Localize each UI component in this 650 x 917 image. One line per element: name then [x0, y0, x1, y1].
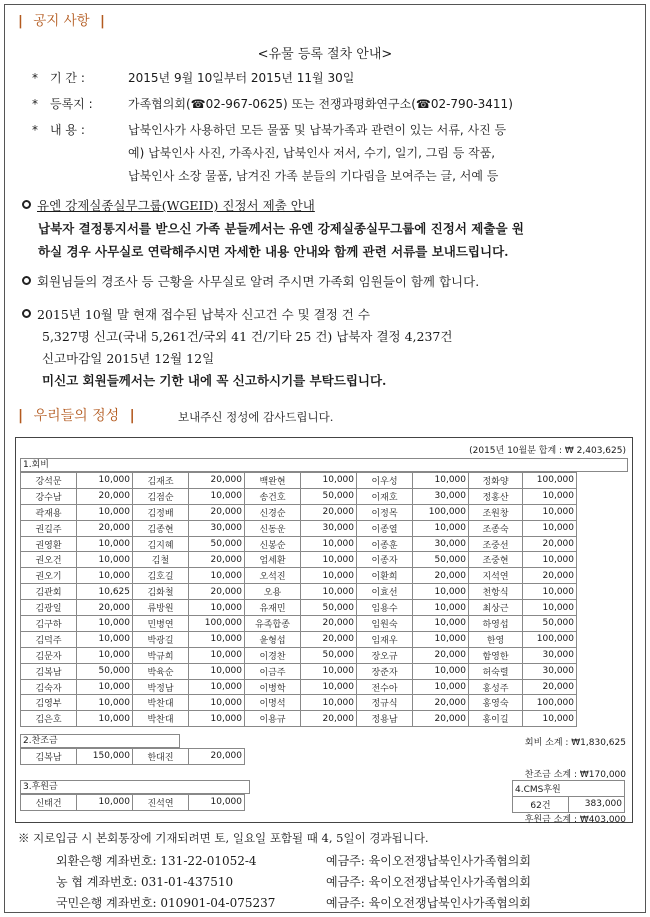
table-row — [21, 473, 577, 489]
amount-cell: 10,000 — [77, 568, 133, 584]
amount-cell: 100,000 — [413, 504, 469, 520]
member-name-cell: 홍이길 — [469, 711, 523, 727]
amount-cell: 20,000 — [301, 711, 357, 727]
member-name-cell: 박광길 — [133, 631, 189, 647]
amount-cell: 10,000 — [189, 631, 245, 647]
member-name-cell: 임용수 — [357, 600, 413, 616]
table-cell: 10,000 — [77, 795, 133, 811]
period-label: 기 간 : — [50, 71, 85, 85]
member-name-cell: 곽재용 — [21, 504, 77, 520]
member-name-cell: 이금주 — [245, 663, 301, 679]
member-name-cell: 권길주 — [21, 520, 77, 536]
amount-cell: 50,000 — [301, 647, 357, 663]
content-line-3: 납북인사 소장 물품, 남겨진 가족 분들의 기다림을 보여주는 글, 서예 등 — [128, 169, 499, 183]
amount-cell: 10,000 — [301, 679, 357, 695]
member-name-cell: 이우성 — [357, 473, 413, 489]
amount-cell: 10,625 — [77, 584, 133, 600]
cms-table — [512, 780, 625, 813]
amount-cell: 20,000 — [77, 600, 133, 616]
cms-count: 62건 — [513, 796, 569, 812]
amount-cell: 10,000 — [77, 473, 133, 489]
amount-cell: 30,000 — [189, 520, 245, 536]
amount-cell: 10,000 — [77, 552, 133, 568]
member-name-cell: 권오건 — [21, 552, 77, 568]
table-row — [21, 695, 577, 711]
table-row — [21, 647, 577, 663]
amount-cell: 50,000 — [301, 488, 357, 504]
notice-title: <유물 등록 절차 안내> — [257, 47, 393, 62]
report-line-3: 신고마감일 2015년 12월 12일 — [42, 351, 215, 366]
table-row — [21, 536, 577, 552]
place-label: 등록지 : — [50, 97, 93, 111]
amount-cell: 20,000 — [77, 488, 133, 504]
member-name-cell: 임원숙 — [357, 616, 413, 632]
amount-cell: 20,000 — [413, 711, 469, 727]
amount-cell: 10,000 — [413, 616, 469, 632]
amount-cell: 30,000 — [301, 520, 357, 536]
member-name-cell: 이종열 — [357, 520, 413, 536]
member-name-cell: 한영 — [469, 631, 523, 647]
amount-cell: 10,000 — [77, 647, 133, 663]
member-name-cell: 정규식 — [357, 695, 413, 711]
member-name-cell: 이명석 — [245, 695, 301, 711]
member-name-cell: 조종숙 — [469, 520, 523, 536]
table-row — [21, 568, 577, 584]
member-name-cell: 최상근 — [469, 600, 523, 616]
member-name-cell: 장오규 — [357, 647, 413, 663]
member-name-cell: 김구하 — [21, 616, 77, 632]
member-name-cell: 이종훈 — [357, 536, 413, 552]
member-name-cell: 김정배 — [133, 504, 189, 520]
member-name-cell: 김지혜 — [133, 536, 189, 552]
amount-cell: 10,000 — [77, 504, 133, 520]
support-table — [20, 794, 245, 811]
amount-cell: 10,000 — [77, 679, 133, 695]
amount-cell: 20,000 — [189, 552, 245, 568]
amount-cell: 10,000 — [189, 711, 245, 727]
member-name-cell: 지석연 — [469, 568, 523, 584]
member-name-cell: 홍성주 — [469, 679, 523, 695]
amount-cell: 50,000 — [413, 552, 469, 568]
amount-cell: 10,000 — [77, 695, 133, 711]
amount-cell: 20,000 — [301, 631, 357, 647]
amount-cell: 10,000 — [301, 552, 357, 568]
amount-cell: 20,000 — [523, 568, 577, 584]
place-value: 가족협의회(☎02-967-0625) 또는 전쟁과평화연구소(☎02-790-3411) — [128, 97, 513, 111]
member-name-cell: 하영섭 — [469, 616, 523, 632]
table-row — [21, 584, 577, 600]
member-name-cell: 김영부 — [21, 695, 77, 711]
member-name-cell: 이효선 — [357, 584, 413, 600]
amount-cell: 10,000 — [523, 552, 577, 568]
member-name-cell: 윤형섭 — [245, 631, 301, 647]
member-name-cell: 박찬대 — [133, 695, 189, 711]
member-name-cell: 김은호 — [21, 711, 77, 727]
member-name-cell: 김종현 — [133, 520, 189, 536]
amount-cell: 10,000 — [189, 568, 245, 584]
amount-cell: 10,000 — [301, 473, 357, 489]
member-name-cell: 권오기 — [21, 568, 77, 584]
member-name-cell: 조원창 — [469, 504, 523, 520]
table-row — [21, 795, 245, 811]
amount-cell: 10,000 — [523, 584, 577, 600]
member-name-cell: 김호길 — [133, 568, 189, 584]
support-subtotal: 후원금 소계 : ₩403,000 — [524, 815, 626, 825]
amount-cell: 30,000 — [413, 536, 469, 552]
member-name-cell: 전수아 — [357, 679, 413, 695]
amount-cell: 10,000 — [301, 695, 357, 711]
amount-cell: 10,000 — [189, 647, 245, 663]
table-row — [21, 520, 577, 536]
amount-cell: 20,000 — [301, 504, 357, 520]
member-name-cell: 박정남 — [133, 679, 189, 695]
amount-cell: 10,000 — [413, 663, 469, 679]
member-name-cell: 권영환 — [21, 536, 77, 552]
member-name-cell: 김점순 — [133, 488, 189, 504]
member-name-cell: 송건호 — [245, 488, 301, 504]
table-cell: 신태건 — [21, 795, 77, 811]
donation-total: (2015년 10월분 합계 : ₩ 2,403,625) — [469, 446, 626, 456]
member-name-cell: 엄세환 — [245, 552, 301, 568]
donation-header: | 우리들의 정성 | — [18, 408, 135, 424]
member-name-cell: 허숙렬 — [469, 663, 523, 679]
member-name-cell: 정용남 — [357, 711, 413, 727]
wgeid-line-2: 하실 경우 사무실로 연락해주시면 자세한 내용 안내와 함께 관련 서류를 보내드립니다. — [38, 244, 509, 259]
table-cell: 한대진 — [133, 749, 189, 765]
giro-note: ※ 지로입금 시 본회통장에 기재되려면 토, 일요일 포함될 때 4, 5일이 경과됩니다. — [18, 831, 429, 845]
member-name-cell: 오석진 — [245, 568, 301, 584]
amount-cell: 10,000 — [189, 600, 245, 616]
amount-cell: 100,000 — [523, 695, 577, 711]
member-name-cell: 박규희 — [133, 647, 189, 663]
amount-cell: 50,000 — [189, 536, 245, 552]
amount-cell: 10,000 — [77, 536, 133, 552]
content-label: 내 용 : — [50, 123, 85, 137]
membership-subtotal: 회비 소계 : ₩1,830,625 — [524, 738, 626, 748]
bullet-circle-icon — [22, 276, 31, 285]
amount-cell: 10,000 — [189, 695, 245, 711]
period-line: * 기 간 : 2015년 9월 10일부터 2015년 11월 30일 — [32, 71, 355, 85]
amount-cell: 10,000 — [523, 504, 577, 520]
donation-header-label: 우리들의 정성 — [33, 408, 120, 424]
amount-cell: 10,000 — [413, 520, 469, 536]
content-line-2: 예) 납북인사 사진, 가족사진, 납북인사 저서, 수기, 일기, 그림 등 작품, — [128, 146, 496, 160]
member-name-cell: 김문자 — [21, 647, 77, 663]
amount-cell: 10,000 — [413, 631, 469, 647]
amount-cell: 20,000 — [189, 473, 245, 489]
table-cell: 150,000 — [77, 749, 133, 765]
amount-cell: 10,000 — [523, 520, 577, 536]
content-line: * 내 용 : 납북인사가 사용하던 모든 물품 및 납북가족과 관련이 있는 서류, 사진 등 — [32, 123, 507, 137]
account-holder-1: 예금주: 육이오전쟁납북인사가족협의회 — [326, 854, 531, 868]
report-line-2: 5,327명 신고(국내 5,261건/국외 41 건/기타 25 건) 납북자 결정 4,237건 — [42, 329, 453, 344]
amount-cell: 10,000 — [301, 584, 357, 600]
amount-cell: 10,000 — [413, 473, 469, 489]
member-name-cell: 박육순 — [133, 663, 189, 679]
member-name-cell: 이정목 — [357, 504, 413, 520]
table-row — [21, 552, 577, 568]
member-name-cell: 김덕주 — [21, 631, 77, 647]
member-name-cell: 이종자 — [357, 552, 413, 568]
amount-cell: 20,000 — [189, 504, 245, 520]
content-line-1: 납북인사가 사용하던 모든 물품 및 납북가족과 관련이 있는 서류, 사진 등 — [128, 123, 507, 137]
table-row — [21, 488, 577, 504]
amount-cell: 20,000 — [523, 679, 577, 695]
amount-cell: 10,000 — [301, 568, 357, 584]
member-name-cell: 임재우 — [357, 631, 413, 647]
amount-cell: 10,000 — [413, 600, 469, 616]
member-name-cell: 오용 — [245, 584, 301, 600]
table-row — [21, 504, 577, 520]
amount-cell: 20,000 — [413, 647, 469, 663]
amount-cell: 10,000 — [523, 488, 577, 504]
member-name-cell: 김관회 — [21, 584, 77, 600]
notice-header-label: 공지 사항 — [33, 13, 90, 29]
member-name-cell: 김광일 — [21, 600, 77, 616]
amount-cell: 50,000 — [301, 600, 357, 616]
events-line: 회원님들의 경조사 등 근황을 사무실로 알려 주시면 가족회 임원들이 함께 합니다. — [22, 272, 479, 290]
donation-table-box — [15, 437, 633, 823]
member-name-cell: 이병학 — [245, 679, 301, 695]
amount-cell: 100,000 — [523, 473, 577, 489]
table-cell: 진석연 — [133, 795, 189, 811]
member-name-cell: 정화양 — [469, 473, 523, 489]
member-name-cell: 이용규 — [245, 711, 301, 727]
member-name-cell: 이재호 — [357, 488, 413, 504]
table-cell: 10,000 — [189, 795, 245, 811]
account-holder-3: 예금주: 육이오전쟁납북인사가족협의회 — [326, 896, 531, 910]
membership-fee-table — [20, 472, 577, 727]
bullet-circle-icon — [22, 309, 31, 318]
amount-cell: 10,000 — [77, 631, 133, 647]
table-row — [513, 796, 625, 812]
table-row — [21, 616, 577, 632]
amount-cell: 10,000 — [77, 711, 133, 727]
member-name-cell: 김철 — [133, 552, 189, 568]
table-row — [513, 781, 625, 797]
report-line-4: 미신고 회원들께서는 기한 내에 꼭 신고하시기를 부탁드립니다. — [42, 373, 387, 388]
section-sponsorship: 2.찬조금 — [20, 734, 180, 748]
member-name-cell: 이경찬 — [245, 647, 301, 663]
member-name-cell: 백완현 — [245, 473, 301, 489]
amount-cell: 10,000 — [523, 711, 577, 727]
bank-account-2: 농 협 계좌번호: 031-01-437510 — [56, 875, 234, 889]
amount-cell: 10,000 — [413, 584, 469, 600]
amount-cell: 10,000 — [301, 536, 357, 552]
member-name-cell: 장준자 — [357, 663, 413, 679]
amount-cell: 100,000 — [189, 616, 245, 632]
amount-cell: 20,000 — [413, 568, 469, 584]
amount-cell: 20,000 — [77, 520, 133, 536]
table-cell: 김복남 — [21, 749, 77, 765]
account-holder-2: 예금주: 육이오전쟁납북인사가족협의회 — [326, 875, 531, 889]
member-name-cell: 정홍산 — [469, 488, 523, 504]
table-row — [21, 749, 245, 765]
bank-account-1: 외환은행 계좌번호: 131-22-01052-4 — [56, 854, 257, 868]
amount-cell: 30,000 — [523, 647, 577, 663]
period-value: 2015년 9월 10일부터 2015년 11월 30일 — [128, 71, 355, 85]
member-name-cell: 민병연 — [133, 616, 189, 632]
amount-cell: 100,000 — [523, 631, 577, 647]
sponsorship-subtotal: 찬조금 소계 : ₩170,000 — [524, 770, 626, 780]
amount-cell: 10,000 — [189, 679, 245, 695]
place-line: * 등록지 : 가족협의회(☎02-967-0625) 또는 전쟁과평화연구소(☎02-790-3411) — [32, 97, 513, 111]
member-name-cell: 홍영숙 — [469, 695, 523, 711]
amount-cell: 30,000 — [413, 488, 469, 504]
member-name-cell: 이환희 — [357, 568, 413, 584]
amount-cell: 10,000 — [413, 679, 469, 695]
bank-account-3: 국민은행 계좌번호: 010901-04-075237 — [56, 896, 276, 910]
member-name-cell: 김화철 — [133, 584, 189, 600]
amount-cell: 20,000 — [413, 695, 469, 711]
member-name-cell: 유재민 — [245, 600, 301, 616]
member-name-cell: 김숙자 — [21, 679, 77, 695]
amount-cell: 20,000 — [301, 616, 357, 632]
table-row — [21, 631, 577, 647]
amount-cell: 50,000 — [523, 616, 577, 632]
member-name-cell: 류방원 — [133, 600, 189, 616]
member-name-cell: 김재조 — [133, 473, 189, 489]
amount-cell: 50,000 — [77, 663, 133, 679]
table-row — [21, 711, 577, 727]
sponsorship-table — [20, 748, 245, 765]
member-name-cell: 조중현 — [469, 552, 523, 568]
donation-thanks: 보내주신 정성에 감사드립니다. — [178, 410, 334, 424]
member-name-cell: 박찬대 — [133, 711, 189, 727]
wgeid-title: 유엔 강제실종실무그룹(WGEID) 진정서 제출 안내 — [22, 196, 315, 214]
amount-cell: 10,000 — [77, 616, 133, 632]
table-row — [21, 679, 577, 695]
cms-amount: 383,000 — [569, 796, 625, 812]
member-name-cell: 유족합종 — [245, 616, 301, 632]
member-name-cell: 신경순 — [245, 504, 301, 520]
amount-cell: 20,000 — [523, 536, 577, 552]
amount-cell: 20,000 — [189, 584, 245, 600]
section-membership-fee: 1.회비 — [20, 458, 628, 472]
wgeid-line-1: 납북자 결정통지서를 받으신 가족 분들께서는 유엔 강제실종실무그룹에 진정서 제출을 원 — [38, 221, 524, 236]
section-support: 3.후원금 — [20, 780, 250, 794]
bullet-circle-icon — [22, 200, 31, 209]
table-row — [21, 600, 577, 616]
member-name-cell: 김복남 — [21, 663, 77, 679]
amount-cell: 10,000 — [523, 600, 577, 616]
notice-header: | 공지 사항 | — [18, 13, 105, 29]
amount-cell: 30,000 — [523, 663, 577, 679]
member-name-cell: 함영한 — [469, 647, 523, 663]
member-name-cell: 신동운 — [245, 520, 301, 536]
amount-cell: 10,000 — [189, 488, 245, 504]
member-name-cell: 천항식 — [469, 584, 523, 600]
amount-cell: 10,000 — [189, 663, 245, 679]
member-name-cell: 강수남 — [21, 488, 77, 504]
table-row — [21, 663, 577, 679]
member-name-cell: 강석문 — [21, 473, 77, 489]
member-name-cell: 신봉순 — [245, 536, 301, 552]
table-cell: 20,000 — [189, 749, 245, 765]
amount-cell: 10,000 — [301, 663, 357, 679]
report-line-1: 2015년 10월 말 현재 접수된 납북자 신고건 수 및 결정 건 수 — [22, 305, 370, 323]
cms-label: 4.CMS후원 — [513, 781, 625, 797]
member-name-cell: 조중선 — [469, 536, 523, 552]
